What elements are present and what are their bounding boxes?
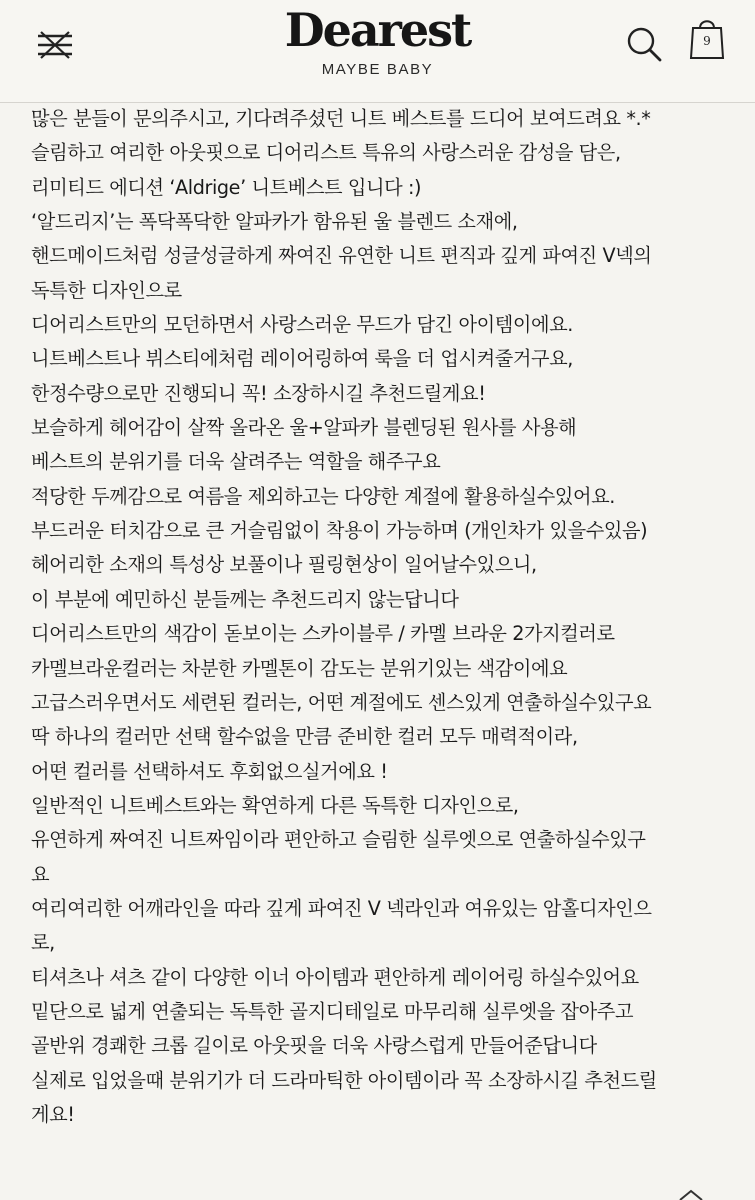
brand-tagline: MAYBE BABY xyxy=(321,61,434,78)
description-line: 핸드메이드처럼 성글성글하게 짜여진 유연한 니트 편직과 깊게 파여진 V넥의 xyxy=(31,244,652,268)
cart-count-badge: 9 xyxy=(703,34,711,48)
description-line: 유연하게 짜여진 니트짜임이라 편안하고 슬림한 실루엣으로 연출하실수있구 xyxy=(31,828,646,852)
brand-logo[interactable]: Dearest xyxy=(284,3,471,57)
description-line: 티셔츠나 셔츠 같이 다양한 이너 아이템과 편안하게 레이어링 하실수있어요 xyxy=(31,965,639,989)
cart-button[interactable] xyxy=(688,16,726,62)
description-line: 일반적인 니트베스트와는 확연하게 다른 독특한 디자인으로, xyxy=(31,793,519,817)
description-line: 리미티드 에디션 ‘Aldrige’ 니트베스트 입니다 :) xyxy=(31,175,422,199)
search-button[interactable] xyxy=(624,24,664,64)
scroll-indicator-icon xyxy=(676,1188,706,1200)
description-line: 로, xyxy=(31,931,55,955)
description-line: 헤어리한 소재의 특성상 보풀이나 필링현상이 일어날수있으니, xyxy=(31,553,537,577)
description-line: 한정수량으로만 진행되니 꼭! 소장하시길 추천드릴게요! xyxy=(31,381,486,405)
description-line: 실제로 입었을때 분위기가 더 드라마틱한 아이템이라 꼭 소장하시길 추천드릴 xyxy=(31,1068,657,1092)
description-line: 고급스러우면서도 세련된 컬러는, 어떤 계절에도 센스있게 연출하실수있구요 xyxy=(31,690,652,714)
description-line: 요 xyxy=(31,862,50,886)
description-line: ‘알드리지’는 폭닥폭닥한 알파카가 함유된 울 블렌드 소재에, xyxy=(31,210,518,234)
description-line: 슬림하고 여리한 아웃핏으로 디어리스트 특유의 사랑스러운 감성을 담은, xyxy=(31,141,621,165)
description-line: 여리여리한 어깨라인을 따라 깊게 파여진 V 넥라인과 여유있는 암홀디자인으 xyxy=(31,896,652,920)
description-line: 골반위 경쾌한 크롭 길이로 아웃핏을 더욱 사랑스럽게 만들어준답니다 xyxy=(31,1034,597,1058)
description-line: 이 부분에 예민하신 분들께는 추천드리지 않는답니다 xyxy=(31,587,459,611)
description-line: 카멜브라운컬러는 차분한 카멜톤이 감도는 분위기있는 색감이에요 xyxy=(31,656,568,680)
search-icon xyxy=(624,24,664,64)
description-line: 밑단으로 넓게 연출되는 독특한 골지디테일로 마무리해 실루엣을 잡아주고 xyxy=(31,999,634,1023)
description-line: 디어리스트만의 모던하면서 사랑스러운 무드가 담긴 아이템이에요. xyxy=(31,313,573,337)
description-line: 베스트의 분위기를 더욱 살려주는 역할을 해주구요 xyxy=(31,450,441,474)
description-line: 디어리스트만의 색감이 돋보이는 스카이블루 / 카멜 브라운 2가지컬러로 xyxy=(31,622,615,646)
description-line: 많은 분들이 문의주시고, 기다려주셨던 니트 베스트를 드디어 보여드려요 *.* xyxy=(31,107,651,130)
description-line: 어떤 컬러를 선택하셔도 후회없으실거에요 ! xyxy=(31,759,388,783)
description-line: 게요! xyxy=(31,1102,75,1126)
site-header xyxy=(0,0,755,103)
description-line: 독특한 디자인으로 xyxy=(31,278,182,302)
description-line: 딱 하나의 컬러만 선택 할수없을 만큼 준비한 컬러 모두 매력적이라, xyxy=(31,725,578,749)
description-line: 보슬하게 헤어감이 살짝 올라온 울+알파카 블렌딩된 원사를 사용해 xyxy=(31,416,577,440)
description-line: 적당한 두께감으로 여름을 제외하고는 다양한 계절에 활용하실수있어요. xyxy=(31,484,615,508)
product-description xyxy=(31,102,731,1132)
description-line: 부드러운 터치감으로 큰 거슬림없이 착용이 가능하며 (개인차가 있을수있음) xyxy=(31,519,648,543)
description-line: 니트베스트나 뷔스티에처럼 레이어링하여 룩을 더 업시켜줄거구요, xyxy=(31,347,573,371)
